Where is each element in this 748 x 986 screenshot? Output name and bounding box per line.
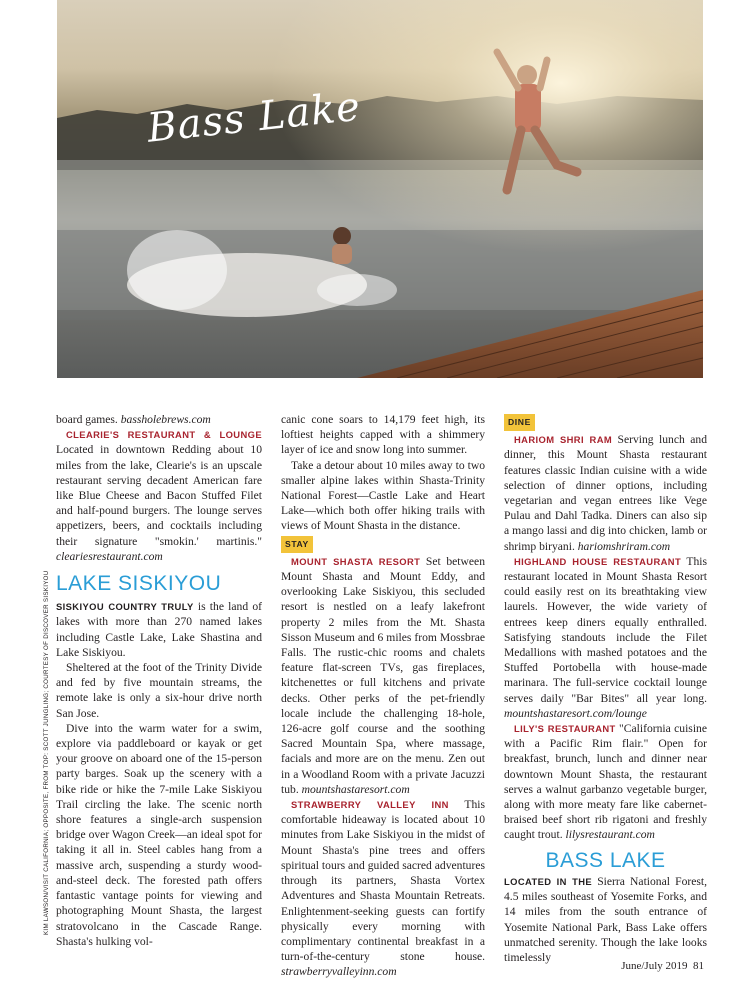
paragraph: Dive into the warm water for a swim, explore via paddleboard or kayak or get your groove on aboard one of the 15-person party barges. Soak up the scenery with a bike ride or hike the 7-mile Lake Siskiyou Trail circling the lake. The scenic north shore features a single-arch suspension bridge over Wagon Creek—an ideal spot for taking it all in. Steel cables hang from a massive arch, suspending a sturdy wood-and-steel deck. The forested path offers fantastic vantage points for viewing and photographing Mount Shasta, the largest stratovolcano in the Cascade Range. Shasta's hulking vol- [56,721,262,948]
listing-clearies: CLEARIE'S RESTAURANT & LOUNGE Located in downtown Redding about 10 miles from the lake, Clearie's is an upscale restaurant serving decadent American fare like Blue Cheese and Bacon Stuffed Filet and half-pound burgers. The lounge serves appetizers, beers, and cocktails including their signature "smokin.' martinis." cleariesrestaurant.com [56,429,262,563]
listing-lilys-restaurant: LILY'S RESTAURANT "California cuisine with a Pacific Rim flair." Open for breakfast, brunch, lunch and dinner near downtown Mount Shasta, the restaurant serves a walnut garbanzo vegetable burger, along with more meaty fare like cabernet-braised beef short rib rigatoni and freshly caught trout. lilysrestaurant.com [504,722,707,842]
url: hariomshriram.com [577,539,671,553]
photo-title: Bass Lake [145,83,363,152]
paragraph: Take a detour about 10 miles away to two smaller alpine lakes within Shasta-Trinity National Forest—Castle Lake and Heart Lake—which both offer hiking trails with views of Mount Shasta in the distance. [281,458,485,533]
listing-hariom-shri-ram: HARIOM SHRI RAM Serving lunch and dinner, this Mount Shasta restaurant features classic Indian cuisine with a wide selection of dinner options, including vegetarian and vegan entrees like Vege Pulau and Dahl Tadka. Diners can also sip a mango lassi and dig into chicken, lamb or shrimp biryani. hariomshriram.com [504,433,707,553]
page-folio [621,960,704,972]
listing-name: HIGHLAND HOUSE RESTAURANT [514,555,682,567]
paragraph: SISKIYOU COUNTRY TRULY is the land of lakes with more than 270 named lakes including Castle Lake, Lake Shastina and Lake Siskiyou. [56,600,263,659]
column-3 [504,412,707,965]
url: mountshastaresort.com [301,782,410,796]
url: lilysrestaurant.com [565,828,655,842]
url: bassholebrews.com [120,413,211,426]
paragraph: canic cone soars to 14,179 feet high, its loftiest heights capped with a shimmery layer of ice and snow long into summer. [281,413,485,457]
url: strawberryvalleyinn.com [281,965,397,979]
lead-in: LOCATED IN THE [504,875,593,887]
lead-in: SISKIYOU COUNTRY TRULY [56,601,194,613]
paragraph: board games. bassholebrews.com [56,413,211,426]
column-2 [281,412,485,980]
stay-badge: STAY [281,536,313,553]
section-heading-lake-siskiyou: LAKE SISKIYOU [56,572,222,596]
dine-badge: DINE [504,414,535,431]
section-heading-bass-lake: BASS LAKE [545,848,666,872]
listing-highland-house: HIGHLAND HOUSE RESTAURANT This restaurant located in Mount Shasta Resort could easily rest on its breathtaking view laurels. However, the wide variety of entrees keep diners equally enthralled. Satisfying standouts include the Filet Medallions with mashed potatoes and the Stuffed Portobella with house-made marinara. The full-service cocktail lounge serves daily "Bar Bites" all year long. mountshastaresort.com/lounge [504,554,707,720]
paragraph: LOCATED IN THE Sierra National Forest, 4.5 miles southeast of Yosemite Forks, and 14 miles from the south entrance of Yosemite National Park, Bass Lake offers unmatched serenity. Though the lake looks timelessly [504,874,708,964]
listing-name: LILY'S RESTAURANT [514,723,616,735]
lake-jump-illustration [57,0,703,378]
listing-name: STRAWBERRY VALLEY INN [291,799,449,811]
listing-name: MOUNT SHASTA RESORT [291,555,421,567]
photo-credit: KIM LAWSON/VISIT CALIFORNIA; OPPOSITE, FROM TOP: SCOTT JUNGLING; COURTESY OF DISCOVER SISKIYOU [43,570,50,935]
hero-photo [57,0,703,378]
listing-strawberry-valley-inn: STRAWBERRY VALLEY INN This comfortable hideaway is located about 10 minutes from Lake Siskiyou in the midst of Mount Shasta's pine trees and offers spiritual tours and guided sacred adventures through its partners, Shasta Vortex Adventures and Shasta Mountain Retreats. Enlightenment-seeking guests can fortify physically every morning with complimentary continental breakfast in a turn-of-the-century stone house. strawberryvalleyinn.com [281,798,485,979]
issue-date: June/July 2019 [621,960,688,972]
url: cleariesrestaurant.com [56,549,163,563]
url: mountshastaresort.com/lounge [504,706,647,720]
paragraph: Sheltered at the foot of the Trinity Divide and fed by five mountain streams, the remote lake is only a six-hour drive north San Jose. [56,661,262,720]
column-1 [56,412,262,949]
listing-mount-shasta-resort: MOUNT SHASTA RESORT Set between Mount Shasta and Mount Eddy, and overlooking Lake Siskiyou, this secluded resort is nestled on a leafy lakefront property 2 miles from the Mt. Shasta Sisson Museum and 6 miles from Mossbrae Falls. The rustic-chic rooms and chalets feature flat-screen TVs, gas fireplaces, kitchenettes or full kitchens and private decks. Other perks of the pet-friendly locale include the challenging 18-hole, 126-acre golf course and the soothing Sacred Mountain Spa, where massage, facials and more are on the menu. Zen out in a Woodland Room with a private Jacuzzi tub. mountshastaresort.com [281,554,485,796]
page-number: 81 [693,960,704,972]
listing-name: HARIOM SHRI RAM [514,434,613,446]
listing-name: CLEARIE'S RESTAURANT & LOUNGE [66,429,262,441]
